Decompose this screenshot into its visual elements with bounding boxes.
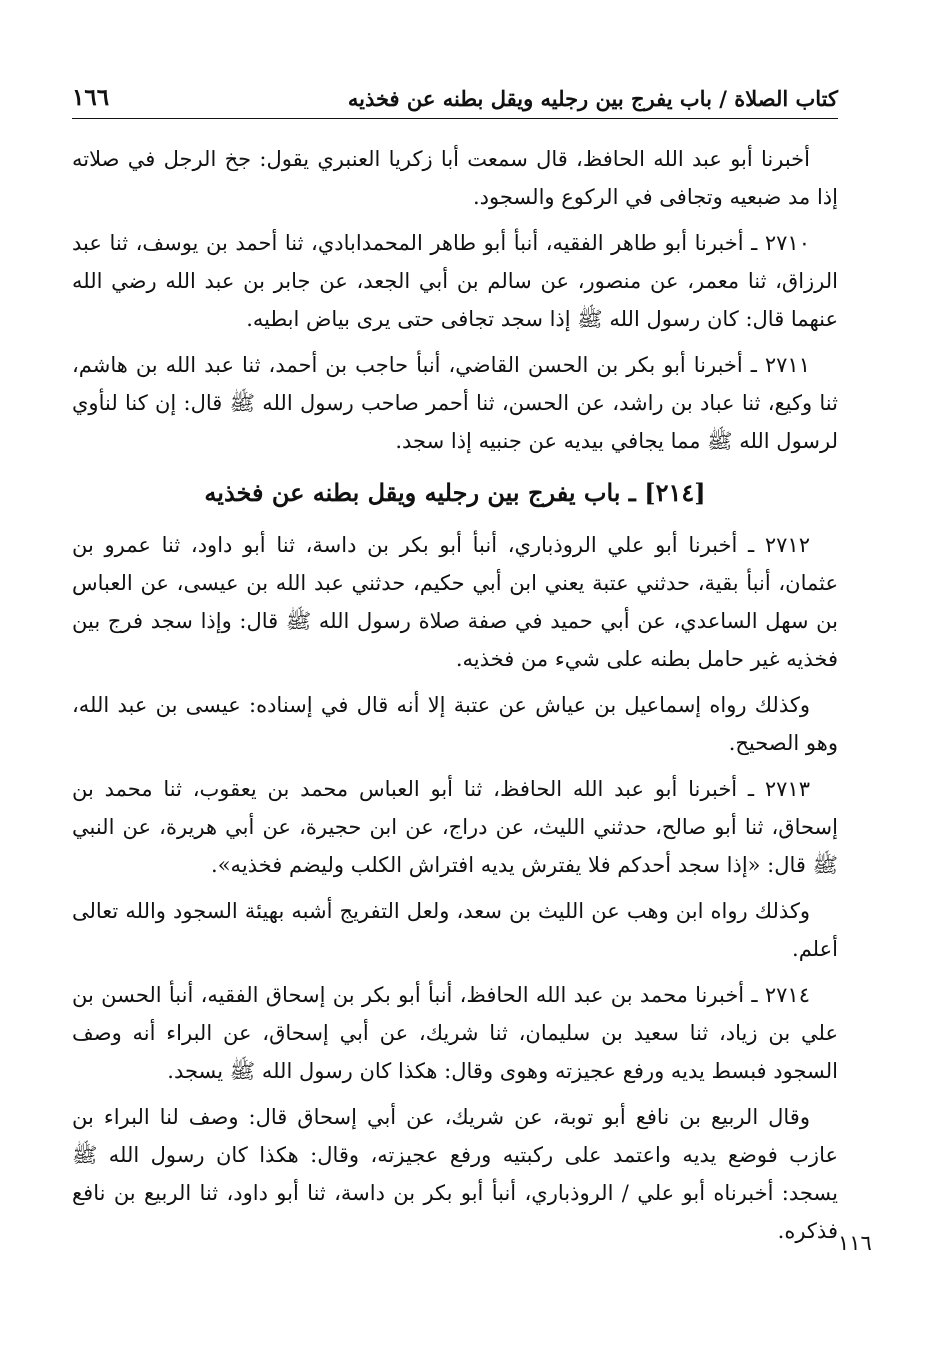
header-title: كتاب الصلاة / باب يفرج بين رجليه ويقل بطنه عن فخذيه <box>347 86 838 111</box>
header-rule <box>72 118 838 119</box>
margin-folio-number: ١١٦ <box>838 1231 872 1255</box>
paragraph: أخبرنا أبو عبد الله الحافظ، قال سمعت أبا زكريا العنبري يقول: جخ الرجل في صلاته إذا مد ضبعيه وتجافى في الركوع والسجود. <box>72 147 838 209</box>
running-header <box>72 84 838 111</box>
page-body <box>72 140 838 1258</box>
commentary-paragraph: وكذلك رواه إسماعيل بن عياش عن عتبة إلا أنه قال في إسناده: عيسى بن عبد الله، وهو الصحيح. <box>72 693 838 755</box>
commentary-paragraph: وكذلك رواه ابن وهب عن الليث بن سعد، ولعل التفريج أشبه بهيئة السجود والله تعالى أعلم. <box>72 899 838 961</box>
chapter-heading: [٢١٤] ـ باب يفرج بين رجليه ويقل بطنه عن فخذيه <box>204 478 706 507</box>
page-number: ١٦٦ <box>72 84 110 111</box>
commentary-paragraph: وقال الربيع بن نافع أبو توبة، عن شريك، عن أبي إسحاق قال: وصف لنا البراء بن عازب فوضع يديه واعتمد على ركبتيه ورفع عجيزته، وقال: هكذا كان رسول الله ﷺ يسجد: أخبرناه أبو علي / الروذباري، أنبأ أبو بكر بن داسة، ثنا أبو داود، ثنا الربيع بن نافع فذكره. <box>72 1105 838 1243</box>
hadith-2712: ٢٧١٢ ـ أخبرنا أبو علي الروذباري، أنبأ أبو بكر بن داسة، ثنا أبو داود، ثنا عمرو بن عثمان، أنبأ بقية، حدثني عتبة يعني ابن أبي حكيم، حدثني عبد الله بن عيسى، عن العباس بن سهل الساعدي، عن أبي حميد في صفة صلاة رسول الله ﷺ قال: وإذا سجد فرج بين فخذيه غير حامل بطنه على شيء من فخذيه. <box>72 533 838 671</box>
hadith-2710: ٢٧١٠ ـ أخبرنا أبو طاهر الفقيه، أنبأ أبو طاهر المحمدابادي، ثنا أحمد بن يوسف، ثنا عبد الرزاق، ثنا معمر، عن منصور، عن سالم بن أبي الجعد، عن جابر بن عبد الله رضي الله عنهما قال: كان رسول الله ﷺ إذا سجد تجافى حتى يرى بياض ابطيه. <box>72 231 838 331</box>
hadith-2714: ٢٧١٤ ـ أخبرنا محمد بن عبد الله الحافظ، أنبأ أبو بكر بن إسحاق الفقيه، أنبأ الحسن بن علي بن زياد، ثنا سعيد بن سليمان، ثنا شريك، عن أبي إسحاق، عن البراء أنه وصف السجود فبسط يديه ورفع عجيزته وهوى وقال: هكذا كان رسول الله ﷺ يسجد. <box>72 983 838 1083</box>
hadith-2711: ٢٧١١ ـ أخبرنا أبو بكر بن الحسن القاضي، أنبأ حاجب بن أحمد، ثنا عبد الله بن هاشم، ثنا وكيع، ثنا عباد بن راشد، عن الحسن، ثنا أحمر صاحب رسول الله ﷺ قال: إن كنا لنأوي لرسول الله ﷺ مما يجافي بيديه عن جنبيه إذا سجد. <box>72 353 838 453</box>
hadith-2713: ٢٧١٣ ـ أخبرنا أبو عبد الله الحافظ، ثنا أبو العباس محمد بن يعقوب، ثنا محمد بن إسحاق، ثنا أبو صالح، حدثني الليث، عن دراج، عن ابن حجيرة، عن أبي هريرة، عن النبي ﷺ قال: «إذا سجد أحدكم فلا يفترش يديه افتراش الكلب وليضم فخذيه». <box>72 777 838 877</box>
